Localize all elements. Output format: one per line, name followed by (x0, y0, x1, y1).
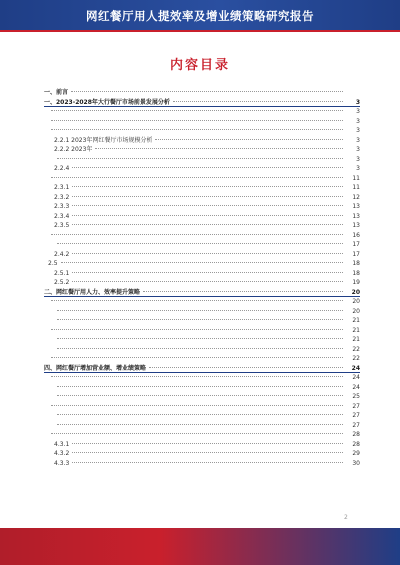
toc-entry-label: 4.3.1 (54, 440, 70, 448)
toc-entry-label: 2.2.2 2023年 (54, 146, 93, 153)
toc-entry[interactable] (44, 183, 360, 193)
toc-entry-page: 13 (352, 203, 360, 210)
toc-entry-page: 16 (352, 231, 360, 239)
toc-leader-dots (72, 462, 343, 463)
toc-entry-label: 2.5 (48, 260, 58, 267)
toc-entry-page: 27 (352, 402, 360, 410)
toc-entry[interactable] (44, 98, 360, 108)
toc-entry-page: 3 (356, 146, 360, 153)
toc-leader-dots (57, 414, 343, 415)
toc-entry[interactable] (44, 383, 360, 393)
toc-entry[interactable] (44, 259, 360, 269)
toc-entry[interactable] (44, 459, 360, 469)
toc-entry[interactable] (44, 250, 360, 260)
toc-entry-page: 18 (352, 269, 360, 277)
toc-entry[interactable] (44, 430, 360, 440)
toc-leader-dots (72, 272, 343, 273)
toc-entry[interactable] (44, 402, 360, 412)
toc-entry[interactable] (44, 288, 360, 298)
toc-entry-page: 18 (352, 260, 360, 267)
report-header (0, 0, 400, 32)
toc-entry-label: 2.5.1 (54, 269, 70, 277)
toc-entry-page: 3 (356, 117, 360, 125)
toc-entry-page: 3 (356, 127, 360, 134)
toc-leader-dots (149, 367, 343, 368)
toc-entry-page: 17 (352, 241, 360, 248)
toc-leader-dots (95, 148, 343, 149)
toc-leader-dots (57, 424, 343, 425)
toc-entry[interactable] (44, 202, 360, 212)
toc-entry-page: 19 (352, 279, 360, 286)
toc-leader-dots (51, 357, 343, 358)
toc-leader-dots (72, 186, 343, 187)
toc-entry-label: 一、2023-2028年大行餐厅市场前景发展分析 (44, 98, 170, 106)
toc-entry-page: 20 (352, 307, 360, 315)
toc-entry[interactable] (44, 117, 360, 127)
toc-entry[interactable] (44, 107, 360, 117)
toc-entry-page: 21 (352, 336, 360, 343)
toc-entry-label: 2.3.4 (54, 212, 70, 220)
toc-entry[interactable] (44, 278, 360, 288)
toc-entry[interactable] (44, 421, 360, 431)
toc-entry-page: 27 (352, 412, 360, 419)
toc-entry-page: 24 (352, 383, 360, 391)
toc-entry-page: 20 (352, 298, 360, 305)
toc-leader-dots (72, 215, 343, 216)
toc-leader-dots (72, 452, 343, 453)
toc-leader-dots (72, 205, 343, 206)
toc-entry-label: 二、网红餐厅用人力、效率提升策略 (44, 288, 141, 296)
toc-entry[interactable] (44, 364, 360, 374)
toc-entry-page: 21 (352, 326, 360, 334)
header-accent-line (0, 30, 400, 32)
toc-entry-page: 24 (352, 374, 360, 381)
toc-leader-dots (51, 433, 343, 434)
toc-entry[interactable] (44, 345, 360, 355)
toc-leader-dots (72, 253, 343, 254)
toc-leader-dots (71, 91, 343, 92)
toc-leader-dots (51, 177, 343, 178)
toc-entry-page: 3 (356, 136, 360, 144)
toc-leader-dots (51, 300, 343, 301)
toc-entry-page: 3 (356, 108, 360, 115)
toc-leader-dots (57, 348, 343, 349)
toc-entry[interactable] (44, 297, 360, 307)
report-title: 网红餐厅用人提效率及增业绩策略研究报告 (86, 9, 314, 23)
toc-entry-label: 2.3.1 (54, 184, 70, 191)
toc-entry[interactable] (44, 411, 360, 421)
toc-leader-dots (57, 310, 343, 311)
toc-heading: 内容目录 (169, 58, 230, 73)
toc-leader-dots (57, 158, 343, 159)
toc-entry-page: 30 (352, 459, 360, 467)
toc-entry-page: 29 (352, 450, 360, 457)
toc-leader-dots (143, 291, 343, 292)
toc-entry-page: 13 (352, 212, 360, 220)
toc-leader-dots (173, 101, 343, 102)
toc-entry-label: 2.2.1 2023年网红餐厅市场规模分析 (54, 136, 153, 144)
toc-entry-page: 11 (352, 174, 360, 182)
toc-entry[interactable] (44, 373, 360, 383)
toc-leader-dots (51, 234, 343, 235)
toc-entry-page: 3 (356, 155, 360, 163)
toc-leader-dots (51, 110, 343, 111)
toc-entry-page: 20 (351, 288, 360, 296)
toc-entry-label: 2.3.2 (54, 193, 70, 201)
toc-entry-page: 22 (352, 355, 360, 362)
toc-entry[interactable] (44, 449, 360, 459)
toc-entry-label: 2.3.5 (54, 222, 70, 229)
toc-entry-label: 一、前言 (44, 89, 69, 96)
toc-entry-label: 2.2.4 (54, 165, 70, 172)
toc-entry[interactable] (44, 335, 360, 345)
toc-entry-page: 13 (352, 222, 360, 229)
toc-leader-dots (57, 386, 343, 387)
toc-entry-label: 2.4.2 (54, 250, 70, 258)
toc-leader-dots (57, 395, 343, 396)
toc-leader-dots (51, 405, 343, 406)
toc-entry-page: 3 (355, 98, 360, 106)
toc-leader-dots (57, 319, 343, 320)
toc-leader-dots (72, 167, 343, 168)
toc-entry-page: 28 (352, 440, 360, 448)
toc-entry[interactable] (44, 145, 360, 155)
toc-entry-label: 4.3.2 (54, 450, 70, 457)
toc-entry[interactable] (44, 88, 360, 98)
toc-entry[interactable] (44, 354, 360, 364)
toc-leader-dots (57, 338, 343, 339)
toc-entry[interactable] (44, 221, 360, 231)
toc-entry[interactable] (44, 164, 360, 174)
toc-leader-dots (51, 129, 343, 130)
toc-leader-dots (72, 281, 343, 282)
toc-entry[interactable] (44, 212, 360, 222)
toc-entry[interactable] (44, 174, 360, 184)
report-footer (0, 528, 400, 565)
toc-entry-label: 2.3.3 (54, 203, 70, 210)
toc-leader-dots (51, 120, 343, 121)
toc-entry[interactable] (44, 440, 360, 450)
toc-entry[interactable] (44, 316, 360, 326)
toc-leader-dots (72, 443, 343, 444)
toc-entry-page: 22 (352, 345, 360, 353)
toc-entry-page: 12 (352, 193, 360, 201)
toc-entry[interactable] (44, 269, 360, 279)
toc-entry-page: 27 (352, 421, 360, 429)
toc-entry[interactable] (44, 231, 360, 241)
toc-leader-dots (61, 262, 343, 263)
toc-entry[interactable] (44, 307, 360, 317)
toc-entry-page: 3 (356, 165, 360, 172)
toc-leader-dots (72, 224, 343, 225)
page-number: 2 (344, 514, 348, 521)
toc-entry[interactable] (44, 126, 360, 136)
toc-leader-dots (72, 196, 343, 197)
toc-entry-page: 17 (352, 250, 360, 258)
toc-entry-label: 四、网红餐厅增加营业额、增业绩策略 (44, 364, 147, 372)
toc-leader-dots (51, 376, 343, 377)
toc-entry[interactable] (44, 240, 360, 250)
toc-leader-dots (51, 329, 343, 330)
toc-entry[interactable] (44, 392, 360, 402)
toc-entry-page: 28 (352, 431, 360, 438)
toc-entry[interactable] (44, 193, 360, 203)
toc-entry-label: 2.5.2 (54, 279, 70, 286)
toc-entry[interactable] (44, 326, 360, 336)
toc-leader-dots (57, 243, 343, 244)
toc-entry[interactable] (44, 136, 360, 146)
toc-entry-page: 24 (351, 364, 360, 372)
toc-entry-label: 4.3.3 (54, 459, 70, 467)
toc-entry-page: 11 (352, 184, 360, 191)
toc-leader-dots (155, 139, 343, 140)
toc-entry[interactable] (44, 155, 360, 165)
toc-entry-page: 25 (352, 393, 360, 400)
table-of-contents (44, 88, 360, 468)
toc-entry-page: 21 (352, 317, 360, 324)
